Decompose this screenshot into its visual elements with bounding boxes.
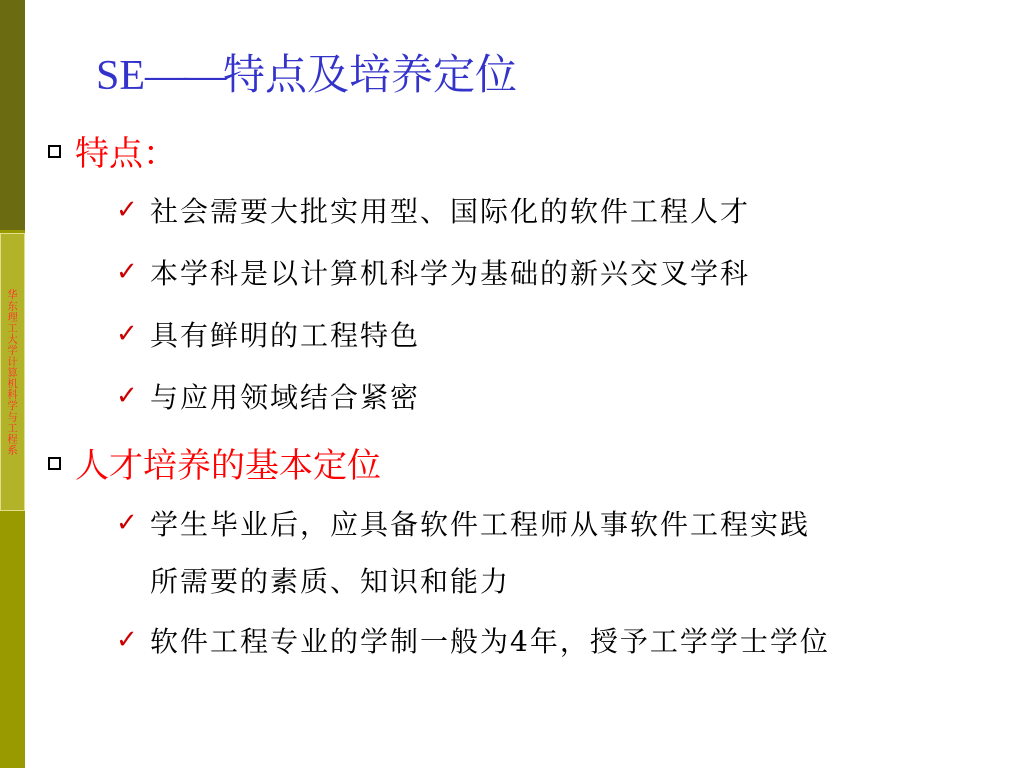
slide-title bbox=[96, 42, 517, 102]
list-item-text: 本学科是以计算机科学为基础的新兴交叉学科 bbox=[150, 257, 751, 290]
list-item-text: 与应用领域结合紧密 bbox=[150, 381, 421, 414]
list-item-text: 学生毕业后，应具备软件工程师从事软件工程实践 bbox=[150, 508, 811, 541]
sidebar-label-box bbox=[0, 233, 25, 511]
square-bullet-icon bbox=[48, 145, 61, 158]
list-item bbox=[116, 314, 420, 354]
section-heading-positioning bbox=[48, 438, 381, 487]
section-heading-label: 特点： bbox=[75, 134, 177, 174]
list-item bbox=[116, 252, 750, 292]
section-heading-features bbox=[48, 126, 177, 175]
list-item bbox=[116, 620, 830, 660]
checkmark-icon: ✓ bbox=[116, 625, 138, 655]
checkmark-icon: ✓ bbox=[116, 319, 138, 349]
title-dash: —— bbox=[145, 53, 224, 99]
checkmark-icon: ✓ bbox=[116, 195, 138, 225]
list-item bbox=[116, 190, 750, 230]
sidebar-strip bbox=[0, 0, 25, 768]
sidebar-label: 华东理工大学计算机科学与工程系 bbox=[6, 288, 18, 456]
list-item-continuation: 所需要的素质、知识和能力 bbox=[150, 565, 511, 598]
list-item-text: 具有鲜明的工程特色 bbox=[150, 319, 421, 352]
list-item-text: 软件工程专业的学制一般为4年，授予工学学士学位 bbox=[150, 625, 830, 658]
checkmark-icon: ✓ bbox=[116, 508, 138, 538]
sidebar-dark-band bbox=[0, 0, 25, 230]
title-suffix: 特点及培养定位 bbox=[223, 53, 518, 99]
checkmark-icon: ✓ bbox=[116, 257, 138, 287]
section-heading-label: 人才培养的基本定位 bbox=[75, 446, 381, 486]
title-prefix: SE bbox=[96, 53, 146, 99]
checkmark-icon: ✓ bbox=[116, 381, 138, 411]
list-item bbox=[116, 503, 810, 543]
square-bullet-icon bbox=[48, 457, 61, 470]
list-item bbox=[116, 376, 420, 416]
list-item-text: 社会需要大批实用型、国际化的软件工程人才 bbox=[150, 195, 751, 228]
